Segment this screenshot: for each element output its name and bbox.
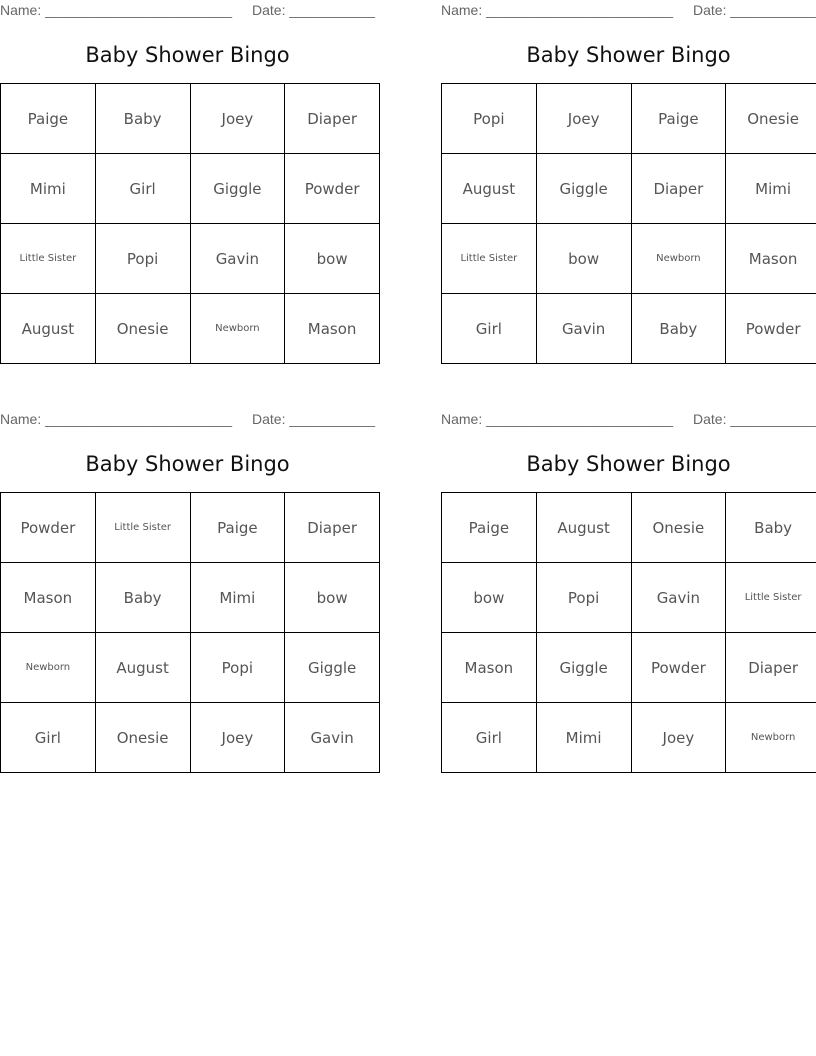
name-field: Name: ________________________ (441, 2, 673, 18)
bingo-cell: Newborn (190, 294, 285, 364)
bingo-cell: Joey (631, 703, 726, 773)
grid-row (1, 563, 380, 633)
bingo-cell: Paige (190, 493, 285, 563)
date-field: Date: ___________ (693, 2, 816, 18)
bingo-cell: Paige (442, 493, 537, 563)
card-title: Baby Shower Bingo (526, 452, 731, 476)
bingo-cell: August (536, 493, 631, 563)
card-title: Baby Shower Bingo (85, 43, 290, 67)
bingo-cell: Popi (442, 84, 537, 154)
date-field: Date: ___________ (693, 411, 816, 427)
grid-row (442, 294, 816, 364)
bingo-cell: Mason (442, 633, 537, 703)
bingo-cell: Mason (1, 563, 96, 633)
bingo-cell: Little Sister (95, 493, 190, 563)
bingo-cell: Baby (95, 84, 190, 154)
bingo-cell: Newborn (1, 633, 96, 703)
bingo-cell: Powder (1, 493, 96, 563)
grid-row (442, 633, 816, 703)
grid-row (442, 154, 816, 224)
bingo-grid (0, 492, 380, 773)
grid-row (442, 703, 816, 773)
bingo-cell: Giggle (536, 154, 631, 224)
bingo-card-2 (441, 0, 816, 365)
bingo-cell: Onesie (631, 493, 726, 563)
bingo-cell: Diaper (285, 493, 380, 563)
bingo-cell: August (1, 294, 96, 364)
bingo-cell: Onesie (726, 84, 816, 154)
grid-row (442, 84, 816, 154)
bingo-cell: Diaper (631, 154, 726, 224)
bingo-cell: bow (285, 563, 380, 633)
bingo-cell: Gavin (631, 563, 726, 633)
grid-row (1, 294, 380, 364)
card-header (441, 0, 816, 22)
grid-row (1, 633, 380, 703)
card-header (0, 0, 375, 22)
bingo-cell: Newborn (726, 703, 816, 773)
bingo-cell: Joey (536, 84, 631, 154)
bingo-cell: Mimi (1, 154, 96, 224)
bingo-cell: Paige (1, 84, 96, 154)
bingo-card-4 (441, 409, 816, 774)
bingo-cell: Gavin (285, 703, 380, 773)
bingo-cell: Joey (190, 84, 285, 154)
bingo-cell: Girl (442, 703, 537, 773)
bingo-cell: Mason (285, 294, 380, 364)
bingo-cell: Onesie (95, 703, 190, 773)
bingo-cell: Little Sister (726, 563, 816, 633)
bingo-cell: Mimi (536, 703, 631, 773)
bingo-cell: Baby (95, 563, 190, 633)
card-title: Baby Shower Bingo (526, 43, 731, 67)
bingo-cell: Popi (190, 633, 285, 703)
bingo-cell: Newborn (631, 224, 726, 294)
bingo-cell: Giggle (536, 633, 631, 703)
bingo-cell: Onesie (95, 294, 190, 364)
bingo-cell: Joey (190, 703, 285, 773)
bingo-cell: Diaper (726, 633, 816, 703)
bingo-cell: Popi (536, 563, 631, 633)
name-field: Name: ________________________ (0, 411, 232, 427)
bingo-grid (441, 492, 816, 773)
card-header (441, 409, 816, 431)
bingo-cell: bow (285, 224, 380, 294)
bingo-grid (441, 83, 816, 364)
bingo-cell: bow (536, 224, 631, 294)
grid-row (1, 224, 380, 294)
bingo-cell: Powder (631, 633, 726, 703)
bingo-cell: Baby (726, 493, 816, 563)
bingo-cell: Giggle (190, 154, 285, 224)
card-title: Baby Shower Bingo (85, 452, 290, 476)
name-field: Name: ________________________ (0, 2, 232, 18)
bingo-cell: Girl (442, 294, 537, 364)
bingo-cell: Powder (285, 154, 380, 224)
grid-row (1, 493, 380, 563)
card-header (0, 409, 375, 431)
bingo-cell: Giggle (285, 633, 380, 703)
bingo-cell: Mimi (190, 563, 285, 633)
bingo-grid (0, 83, 380, 364)
bingo-cell: Mimi (726, 154, 816, 224)
bingo-cell: August (442, 154, 537, 224)
bingo-cell: Baby (631, 294, 726, 364)
grid-row (1, 703, 380, 773)
grid-row (1, 154, 380, 224)
bingo-card-3 (0, 409, 375, 774)
bingo-cell: Little Sister (442, 224, 537, 294)
bingo-cell: Popi (95, 224, 190, 294)
name-field: Name: ________________________ (441, 411, 673, 427)
bingo-cell: Powder (726, 294, 816, 364)
grid-row (1, 84, 380, 154)
bingo-cell: Gavin (190, 224, 285, 294)
grid-row (442, 493, 816, 563)
bingo-cell: bow (442, 563, 537, 633)
bingo-cell: Paige (631, 84, 726, 154)
date-field: Date: ___________ (252, 411, 375, 427)
bingo-card-1 (0, 0, 375, 365)
bingo-cell: Girl (95, 154, 190, 224)
grid-row (442, 224, 816, 294)
bingo-cell: Mason (726, 224, 816, 294)
bingo-cell: Gavin (536, 294, 631, 364)
bingo-cell: Little Sister (1, 224, 96, 294)
bingo-cell: August (95, 633, 190, 703)
date-field: Date: ___________ (252, 2, 375, 18)
grid-row (442, 563, 816, 633)
bingo-cell: Diaper (285, 84, 380, 154)
bingo-cell: Girl (1, 703, 96, 773)
